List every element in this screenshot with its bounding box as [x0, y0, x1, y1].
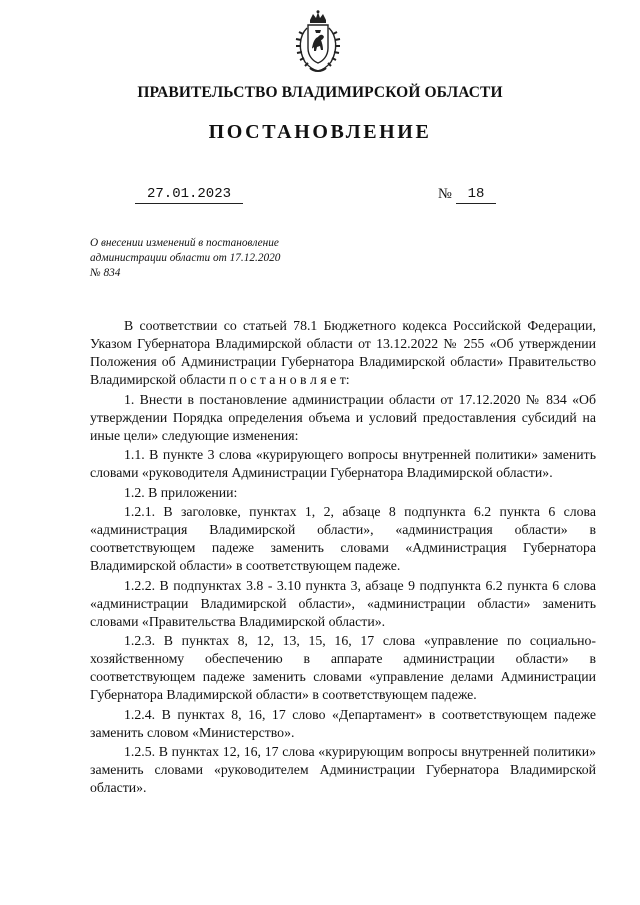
body-paragraph: 1.2. В приложении:	[124, 484, 238, 500]
document-date: 27.01.2023	[135, 186, 243, 204]
subject-line: администрации области от 17.12.2020	[90, 252, 281, 264]
document-body	[90, 317, 596, 797]
body-paragraph: В соответствии со статьей 78.1 Бюджетного кодекса Российской Федерации, Указом Губернатора Владимирской области от 13.12.2022 № 255 «Об утверждении Положения об Администрации Губернатора Владимирской области» Правительство Владимирской области п о с т а н о в л я е т:	[90, 318, 596, 387]
organization-title: ПРАВИТЕЛЬСТВО ВЛАДИМИРСКОЙ ОБЛАСТИ	[137, 84, 503, 101]
body-paragraph: 1.2.3. В пунктах 8, 12, 13, 15, 16, 17 слова «управление по социально-хозяйственному обеспечению в аппарате администрации области» в соответствующем падеже заменить словами «управление делами Администрации Губернатора Владимирской области» в соответствующем падеже.	[90, 633, 596, 702]
body-paragraph: 1.1. В пункте 3 слова «курирующего вопросы внутренней политики» заменить словами «руководителя Администрации Губернатора Владимирской области».	[90, 447, 596, 480]
subject-line: О внесении изменений в постановление	[90, 237, 279, 249]
body-paragraph: 1.2.4. В пунктах 8, 16, 17 слово «Департамент» в соответствующем падеже заменить словом «Министерство».	[90, 706, 596, 740]
body-paragraph: 1.2.5. В пунктах 12, 16, 17 слова «курирующим вопросы внутренней политики» заменить словами «руководителем Администрации Губернатора Владимирской области».	[90, 744, 596, 795]
body-paragraph: 1.2.1. В заголовке, пунктах 1, 2, абзаце 8 подпункта 6.2 пункта 6 слова «администрация Владимирской области», «администрация области» в соответствующем падеже заменить словами «Администрация Губернатора Владимирской области» в соответствующем падеже.	[90, 504, 596, 573]
document-subject	[90, 236, 330, 281]
document-type-title: ПОСТАНОВЛЕНИЕ	[208, 121, 432, 143]
document-number: 18	[456, 186, 496, 204]
body-paragraph: 1.2.2. В подпунктах 3.8 - 3.10 пункта 3, абзаце 9 подпункта 6.2 пункта 6 слова «администрации Владимирской области», «администрации области» заменить словами «Правительства Владимирской области».	[90, 577, 596, 629]
body-paragraph: 1. Внести в постановление администрации области от 17.12.2020 № 834 «Об утверждении Порядка определения объема и условий предоставления субсидий на иные цели» следующие изменения:	[90, 391, 596, 443]
subject-line: № 834	[90, 267, 121, 279]
number-label: №	[438, 186, 452, 202]
coat-of-arms-icon	[293, 10, 343, 74]
